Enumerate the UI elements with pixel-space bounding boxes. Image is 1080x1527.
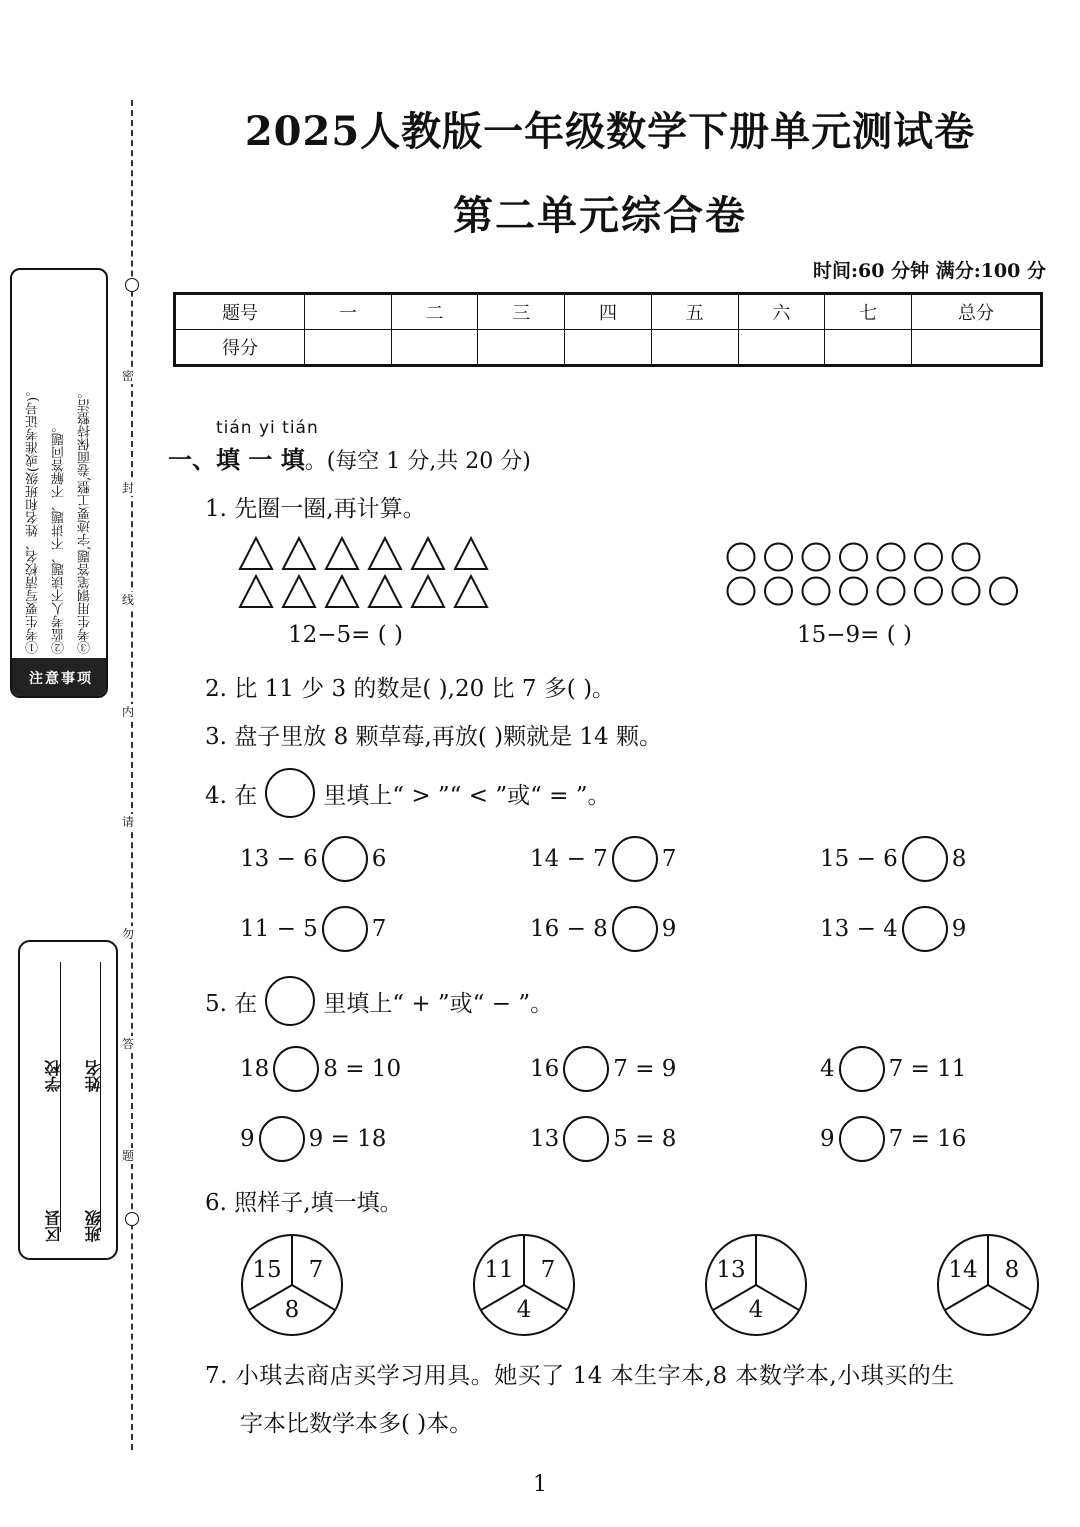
note-1: ①考生要写清校名、姓名和班级(或准考证号)。: [26, 383, 41, 654]
expr-right: 7 = 9: [613, 1056, 677, 1082]
q1-left-expr: 12−5= ( ): [288, 622, 404, 648]
circle-shape: [953, 544, 980, 571]
field-district: 区县: [44, 1210, 63, 1242]
circle-bottom-value: 4: [516, 1297, 532, 1323]
score-table-score-row: [175, 330, 1042, 366]
circle-blank-icon: [265, 976, 315, 1026]
circle-top-left-value: 14: [948, 1257, 978, 1283]
answer-circle-blank[interactable]: [612, 906, 658, 952]
score-input-cell[interactable]: [565, 330, 652, 366]
score-cell-label: 得分: [175, 330, 305, 366]
triangle-shape: [283, 538, 315, 569]
circle-shape: [840, 544, 867, 571]
split-circle: [240, 1233, 344, 1337]
q4-item: [530, 906, 676, 952]
q4-item: [820, 836, 966, 882]
q7-line2: 字本比数学本多( )本。: [240, 1411, 473, 1437]
triangle-shape: [240, 538, 272, 569]
section-title: 一、填 一 填: [168, 445, 305, 474]
q4-tail: 里填上“ > ”“ < ”或“ = ”。: [323, 782, 611, 809]
circle-shape: [878, 544, 905, 571]
binding-hole-bottom: [125, 1212, 139, 1226]
circle-shape: [915, 544, 942, 571]
triangle-shape: [369, 576, 401, 607]
triangle-shape: [283, 576, 315, 607]
score-cell: 一: [305, 294, 392, 330]
q5-tail: 里填上“ + ”或“ − ”。: [323, 990, 554, 1017]
q1-circles: [724, 540, 1024, 610]
score-cell: 五: [651, 294, 738, 330]
notes-box: [10, 268, 108, 698]
q1-right-expr: 15−9= ( ): [797, 622, 913, 648]
q5-item: [820, 1046, 966, 1092]
expr-right: 9: [661, 916, 677, 942]
binding-dashed-line: [131, 100, 133, 1450]
answer-circle-blank[interactable]: [273, 1046, 319, 1092]
seal-char: 密: [122, 369, 135, 383]
score-input-cell[interactable]: [738, 330, 825, 366]
triangle-shape: [326, 576, 358, 607]
answer-circle-blank[interactable]: [563, 1116, 609, 1162]
note-2: ②监考人不读题、不讲题、不解答问题。: [52, 420, 67, 654]
expr-left: 13 − 4: [820, 916, 898, 942]
score-cell: 二: [391, 294, 478, 330]
seal-char: 题: [122, 1149, 135, 1163]
circle-bottom-value: 8: [284, 1297, 300, 1323]
circle-top-left-value: 11: [484, 1257, 514, 1283]
note-3: ③考生用钢笔答题,字迹要工整,卷面保持整洁。: [78, 385, 93, 654]
circle-shape: [840, 578, 867, 605]
answer-circle-blank[interactable]: [839, 1116, 885, 1162]
circle-shape: [803, 544, 830, 571]
q5-item: [530, 1116, 676, 1162]
q4-item: [820, 906, 966, 952]
seal-char: 封: [122, 481, 135, 495]
section-pinyin: tián yi tián: [216, 418, 319, 438]
expr-right: 5 = 8: [613, 1126, 677, 1152]
q4-instruction: [205, 768, 611, 818]
section-points: 。(每空 1 分,共 20 分): [304, 449, 531, 474]
circle-top-left-value: 13: [716, 1257, 746, 1283]
score-input-cell[interactable]: [825, 330, 912, 366]
score-cell: 题号: [175, 294, 305, 330]
expr-right: 7: [371, 916, 387, 942]
answer-circle-blank[interactable]: [902, 836, 948, 882]
q5-instruction: [205, 976, 553, 1026]
q2-text: 2. 比 11 少 3 的数是( ),20 比 7 多( )。: [205, 676, 616, 702]
expr-left: 16 − 8: [530, 916, 608, 942]
circle-blank-icon: [265, 768, 315, 818]
q5-item: [820, 1116, 966, 1162]
circle-shape: [915, 578, 942, 605]
triangle-shape: [412, 576, 444, 607]
expr-left: 14 − 7: [530, 846, 608, 872]
page-number: 1: [533, 1472, 547, 1497]
triangle-shape: [455, 576, 487, 607]
score-table: [173, 292, 1043, 367]
expr-left: 16: [530, 1056, 560, 1082]
circle-shape: [765, 544, 792, 571]
expr-right: 8: [951, 846, 967, 872]
expr-left: 13: [530, 1126, 560, 1152]
expr-left: 4: [820, 1056, 835, 1082]
circle-top-right-value: 7: [540, 1257, 556, 1283]
circle-shape: [990, 578, 1017, 605]
time-info: 时间:60 分钟 满分:100 分: [813, 260, 1046, 282]
circle-shape: [728, 544, 755, 571]
seal-char: 内: [122, 705, 135, 719]
circle-top-right-value: 7: [308, 1257, 324, 1283]
section-heading: [168, 440, 531, 475]
seal-char: 请: [122, 815, 135, 829]
field-school: 学校: [44, 1060, 63, 1092]
expr-right: 8 = 10: [323, 1056, 402, 1082]
answer-circle-blank[interactable]: [563, 1046, 609, 1092]
answer-circle-blank[interactable]: [902, 906, 948, 952]
circle-top-left-value: 15: [252, 1257, 282, 1283]
q4-item: [240, 906, 386, 952]
score-input-cell[interactable]: [305, 330, 392, 366]
triangle-shape: [326, 538, 358, 569]
circle-shape: [765, 578, 792, 605]
circle-shape: [953, 578, 980, 605]
expr-right: 9: [951, 916, 967, 942]
field-class: 班级: [84, 1210, 103, 1242]
field-name: 姓名: [84, 1060, 103, 1092]
expr-right: 7: [661, 846, 677, 872]
triangle-shape: [369, 538, 401, 569]
circle-shape: [728, 578, 755, 605]
split-circle: [704, 1233, 808, 1337]
q4-item: [240, 836, 386, 882]
score-cell: 六: [738, 294, 825, 330]
split-circle: [472, 1233, 576, 1337]
circle-top-right-value: 8: [1004, 1257, 1020, 1283]
seal-char: 线: [122, 593, 135, 607]
page-title: 2025人教版一年级数学下册单元测试卷: [244, 108, 976, 155]
q4-item: [530, 836, 676, 882]
score-cell: 三: [478, 294, 565, 330]
binding-hole-top: [125, 278, 139, 292]
score-cell: 总分: [912, 294, 1042, 330]
expr-right: 7 = 16: [888, 1126, 967, 1152]
score-cell: 七: [825, 294, 912, 330]
answer-circle-blank[interactable]: [612, 836, 658, 882]
notes-title-bg: [12, 658, 106, 696]
q1-triangles: [238, 535, 494, 611]
page-subtitle: 第二单元综合卷: [453, 192, 747, 239]
q4-lead: 4. 在: [205, 782, 258, 809]
expr-right: 7 = 11: [888, 1056, 967, 1082]
expr-right: 9 = 18: [308, 1126, 387, 1152]
triangle-shape: [240, 576, 272, 607]
expr-left: 18: [240, 1056, 270, 1082]
triangle-shape: [412, 538, 444, 569]
q5-lead: 5. 在: [205, 990, 258, 1017]
seal-char: 答: [122, 1037, 135, 1051]
circle-shape: [878, 578, 905, 605]
score-table-header-row: [175, 294, 1042, 330]
answer-circle-blank[interactable]: [322, 836, 368, 882]
score-input-cell[interactable]: [651, 330, 738, 366]
score-input-cell[interactable]: [391, 330, 478, 366]
triangle-shape: [455, 538, 487, 569]
notes-title: 注意事项: [29, 671, 93, 687]
expr-right: 6: [371, 846, 387, 872]
q3-text: 3. 盘子里放 8 颗草莓,再放( )颗就是 14 颗。: [205, 724, 662, 750]
expr-left: 11 − 5: [240, 916, 318, 942]
q6-text: 6. 照样子,填一填。: [205, 1190, 403, 1216]
q5-item: [530, 1046, 676, 1092]
q5-item: [240, 1116, 386, 1162]
expr-left: 15 − 6: [820, 846, 898, 872]
q5-item: [240, 1046, 401, 1092]
q7-line1: 7. 小琪去商店买学习用具。她买了 14 本生字本,8 本数学本,小琪买的生: [205, 1363, 955, 1389]
seal-char: 勿: [122, 927, 135, 941]
info-line-1: [60, 962, 61, 1232]
answer-circle-blank[interactable]: [322, 906, 368, 952]
student-info-box: [18, 940, 118, 1260]
circle-shape: [803, 578, 830, 605]
info-line-2: [100, 962, 101, 1232]
split-circle-shape: [936, 1233, 1040, 1337]
expr-left: 9: [820, 1126, 835, 1152]
answer-circle-blank[interactable]: [839, 1046, 885, 1092]
q1-text: 1. 先圈一圈,再计算。: [205, 496, 426, 522]
score-cell: 四: [565, 294, 652, 330]
score-input-cell[interactable]: [478, 330, 565, 366]
score-input-cell[interactable]: [912, 330, 1042, 366]
expr-left: 13 − 6: [240, 846, 318, 872]
expr-left: 9: [240, 1126, 255, 1152]
split-circle: [936, 1233, 1040, 1337]
circle-bottom-value: 4: [748, 1297, 764, 1323]
answer-circle-blank[interactable]: [259, 1116, 305, 1162]
